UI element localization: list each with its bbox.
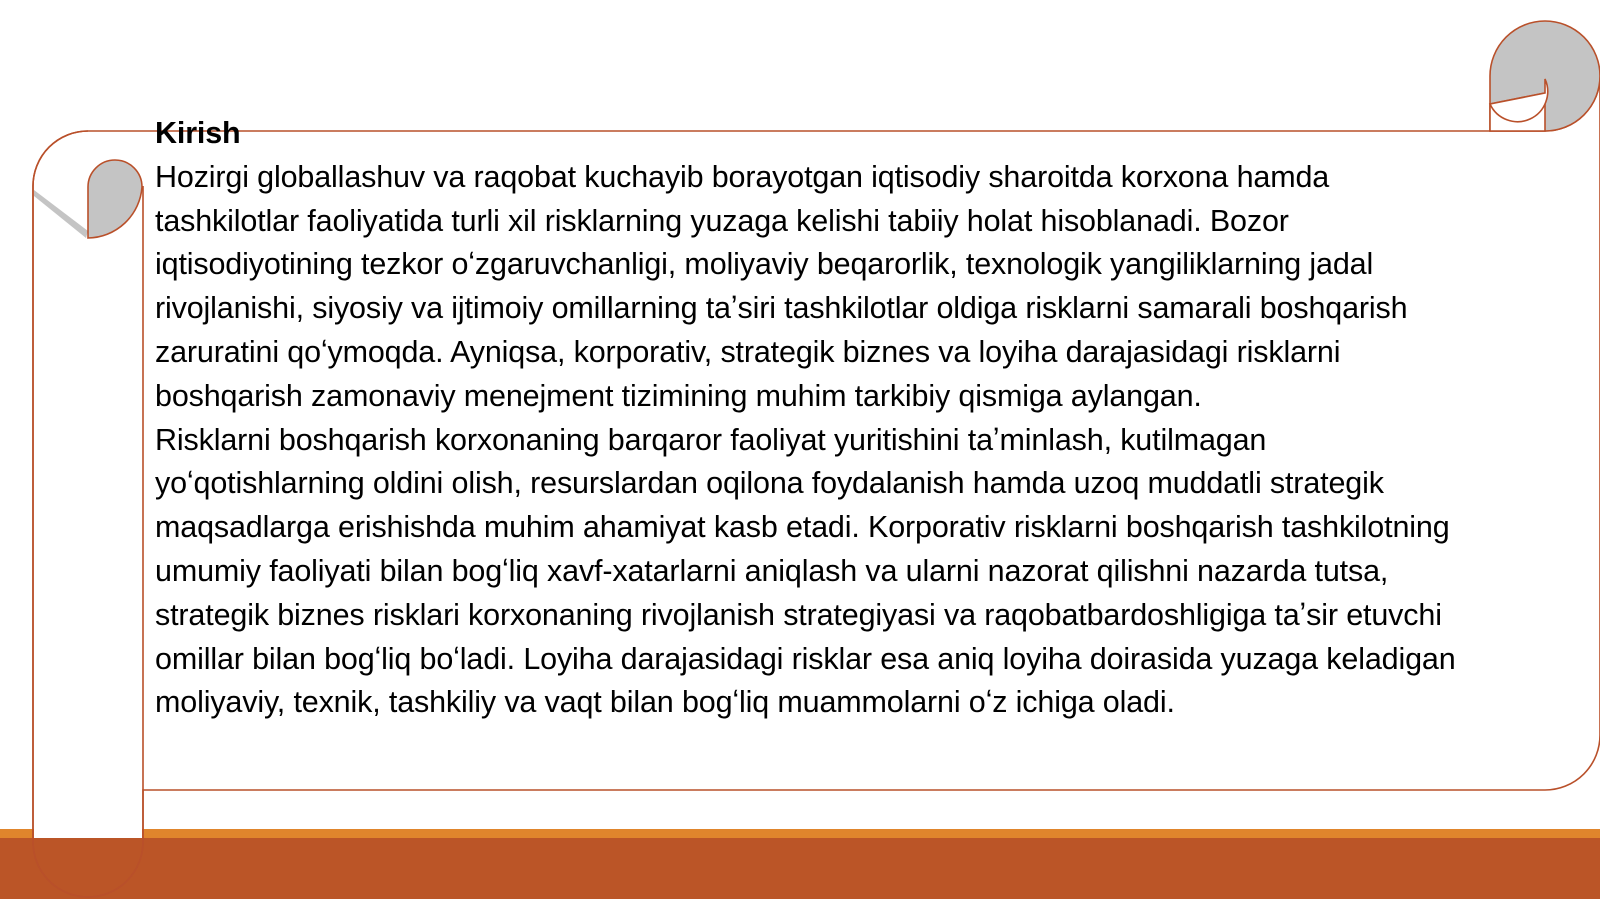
scroll-left-top-arc [33, 131, 88, 186]
paragraph-risk-management: Risklarni boshqarish korxonaning barqaror faoliyat yuritishini taʼminlash, kutilmagan yoʻqotishlarning oldini olish, resurslardan oqilona foydalanish hamda uzoq muddatli strategik maqsadlarga erishishda muhim ahamiyat kasb etadi. Korporativ risklarni boshqarish tashkilotning umumiy faoliyati bilan bogʻliq xavf-xatarlarni aniqlash va ularni nazorat qilishni nazarda tutsa, strategik biznes risklari korxonaning rivojlanish strategiyasi va raqobatbardoshligiga taʼsir etuvchi omillar bilan bogʻliq boʻladi. Loyiha darajasidagi risklar esa aniq loyiha doirasida yuzaga keladigan moliyaviy, texnik, tashkiliy va vaqt bilan bogʻliq muammolarni oʻz ichiga oladi. [155, 422, 1456, 720]
footer-bar [0, 838, 1600, 899]
paragraph-intro: Hozirgi globallashuv va raqobat kuchayib borayotgan iqtisodiy sharoitda korxona hamda tashkilotlar faoliyatida turli xil risklarning yuzaga kelishi tabiiy holat hisoblanadi. Bozor iqtisodiyotining tezkor oʻzgaruvchanligi, moliyaviy beqarorlik, texnologik yangiliklarning jadal rivojlanishi, siyosiy va ijtimoiy omillarning taʼsiri tashkilotlar oldiga risklarni samarali boshqarish zaruratini qoʻymoqda. Ayniqsa, korporativ, strategik biznes va loyiha darajasidagi risklarni boshqarish zamonaviy menejment tizimining muhim tarkibiy qismiga aylangan. [155, 159, 1408, 413]
slide-heading: Kirish [155, 116, 241, 150]
scroll-left-roll [34, 188, 142, 838]
slide-text [155, 112, 1475, 725]
